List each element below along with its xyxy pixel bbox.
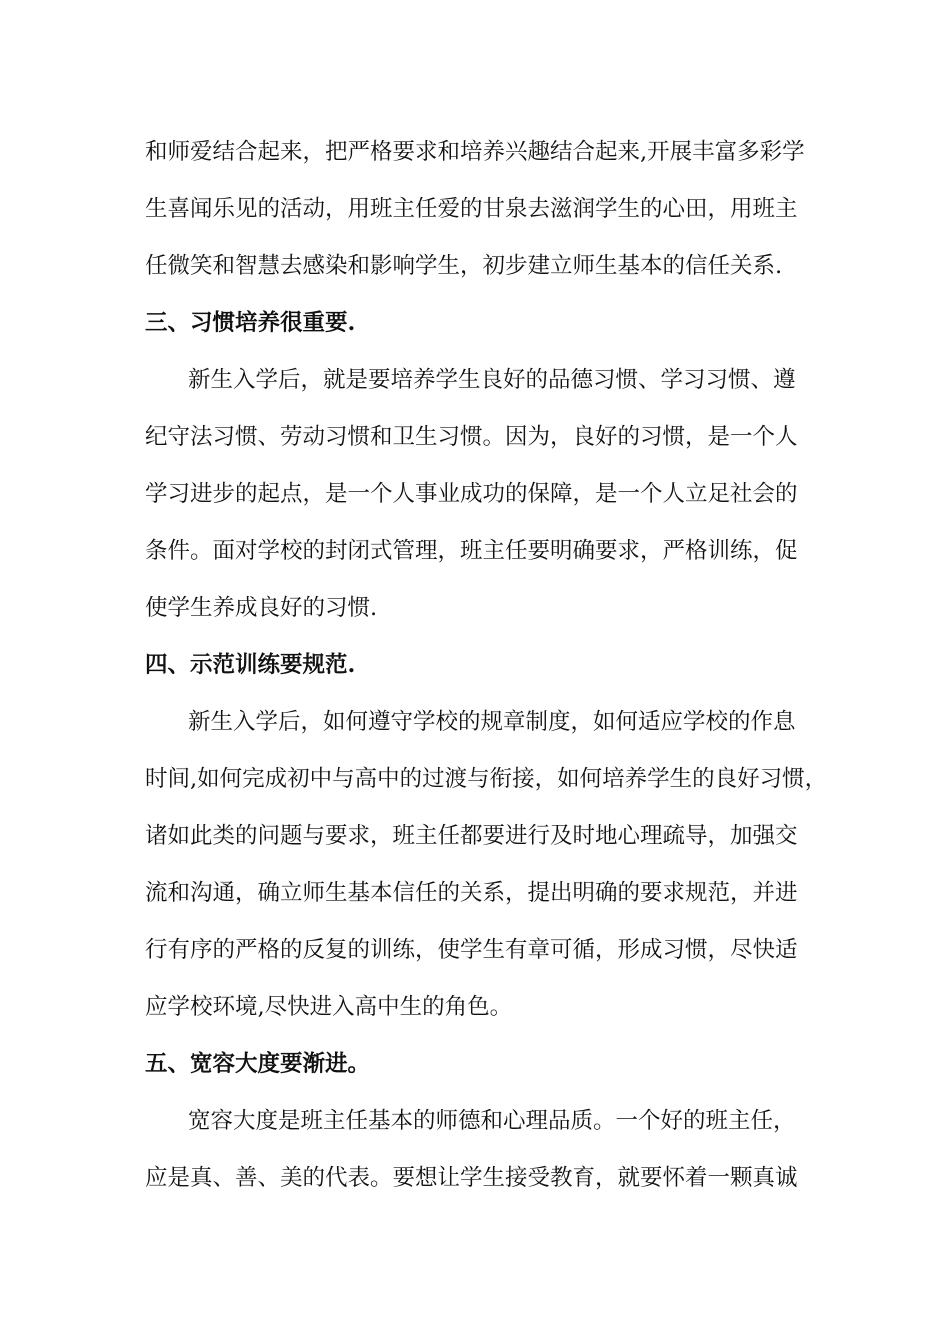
paragraph-line: 和师爱结合起来，把严格要求和培养兴趣结合起来,开展丰富多彩学: [145, 139, 805, 165]
paragraph-line: 学习进步的起点，是一个人事业成功的保障，是一个人立足社会的: [145, 481, 798, 507]
section-heading: 三、习惯培养很重要.: [145, 310, 356, 336]
paragraph-first-line: 新生入学后，就是要培养学生良好的品德习惯、学习习惯、遵: [188, 367, 796, 393]
paragraph-line: 应学校环境,尽快进入高中生的角色。: [145, 994, 513, 1020]
paragraph-line: 诸如此类的问题与要求，班主任都要进行及时地心理疏导，加强交: [145, 823, 798, 849]
paragraph-line: 任微笑和智慧去感染和影响学生，初步建立师生基本的信任关系.: [145, 253, 783, 279]
paragraph-line: 纪守法习惯、劳动习惯和卫生习惯。因为，良好的习惯，是一个人: [145, 424, 798, 450]
paragraph-line: 时间,如何完成初中与高中的过渡与衔接，如何培养学生的良好习惯，: [145, 766, 828, 792]
paragraph-line: 行有序的严格的反复的训练，使学生有章可循，形成习惯，尽快适: [145, 937, 798, 963]
paragraph-line: 使学生养成良好的习惯.: [145, 595, 378, 621]
paragraph-line: 应是真、善、美的代表。要想让学生接受教育，就要怀着一颗真诚: [145, 1165, 798, 1191]
paragraph-line: 条件。面对学校的封闭式管理，班主任要明确要求，严格训练，促: [145, 538, 798, 564]
section-heading: 四、示范训练要规范.: [145, 652, 356, 678]
paragraph-line: 生喜闻乐见的活动，用班主任爱的甘泉去滋润学生的心田，用班主: [145, 196, 798, 222]
section-heading: 五、宽容大度要渐进。: [145, 1051, 371, 1077]
paragraph-first-line: 宽容大度是班主任基本的师德和心理品质。一个好的班主任，: [188, 1108, 796, 1134]
paragraph-line: 流和沟通，确立师生基本信任的关系，提出明确的要求规范，并进: [145, 880, 798, 906]
paragraph-first-line: 新生入学后，如何遵守学校的规章制度，如何适应学校的作息: [188, 709, 796, 735]
